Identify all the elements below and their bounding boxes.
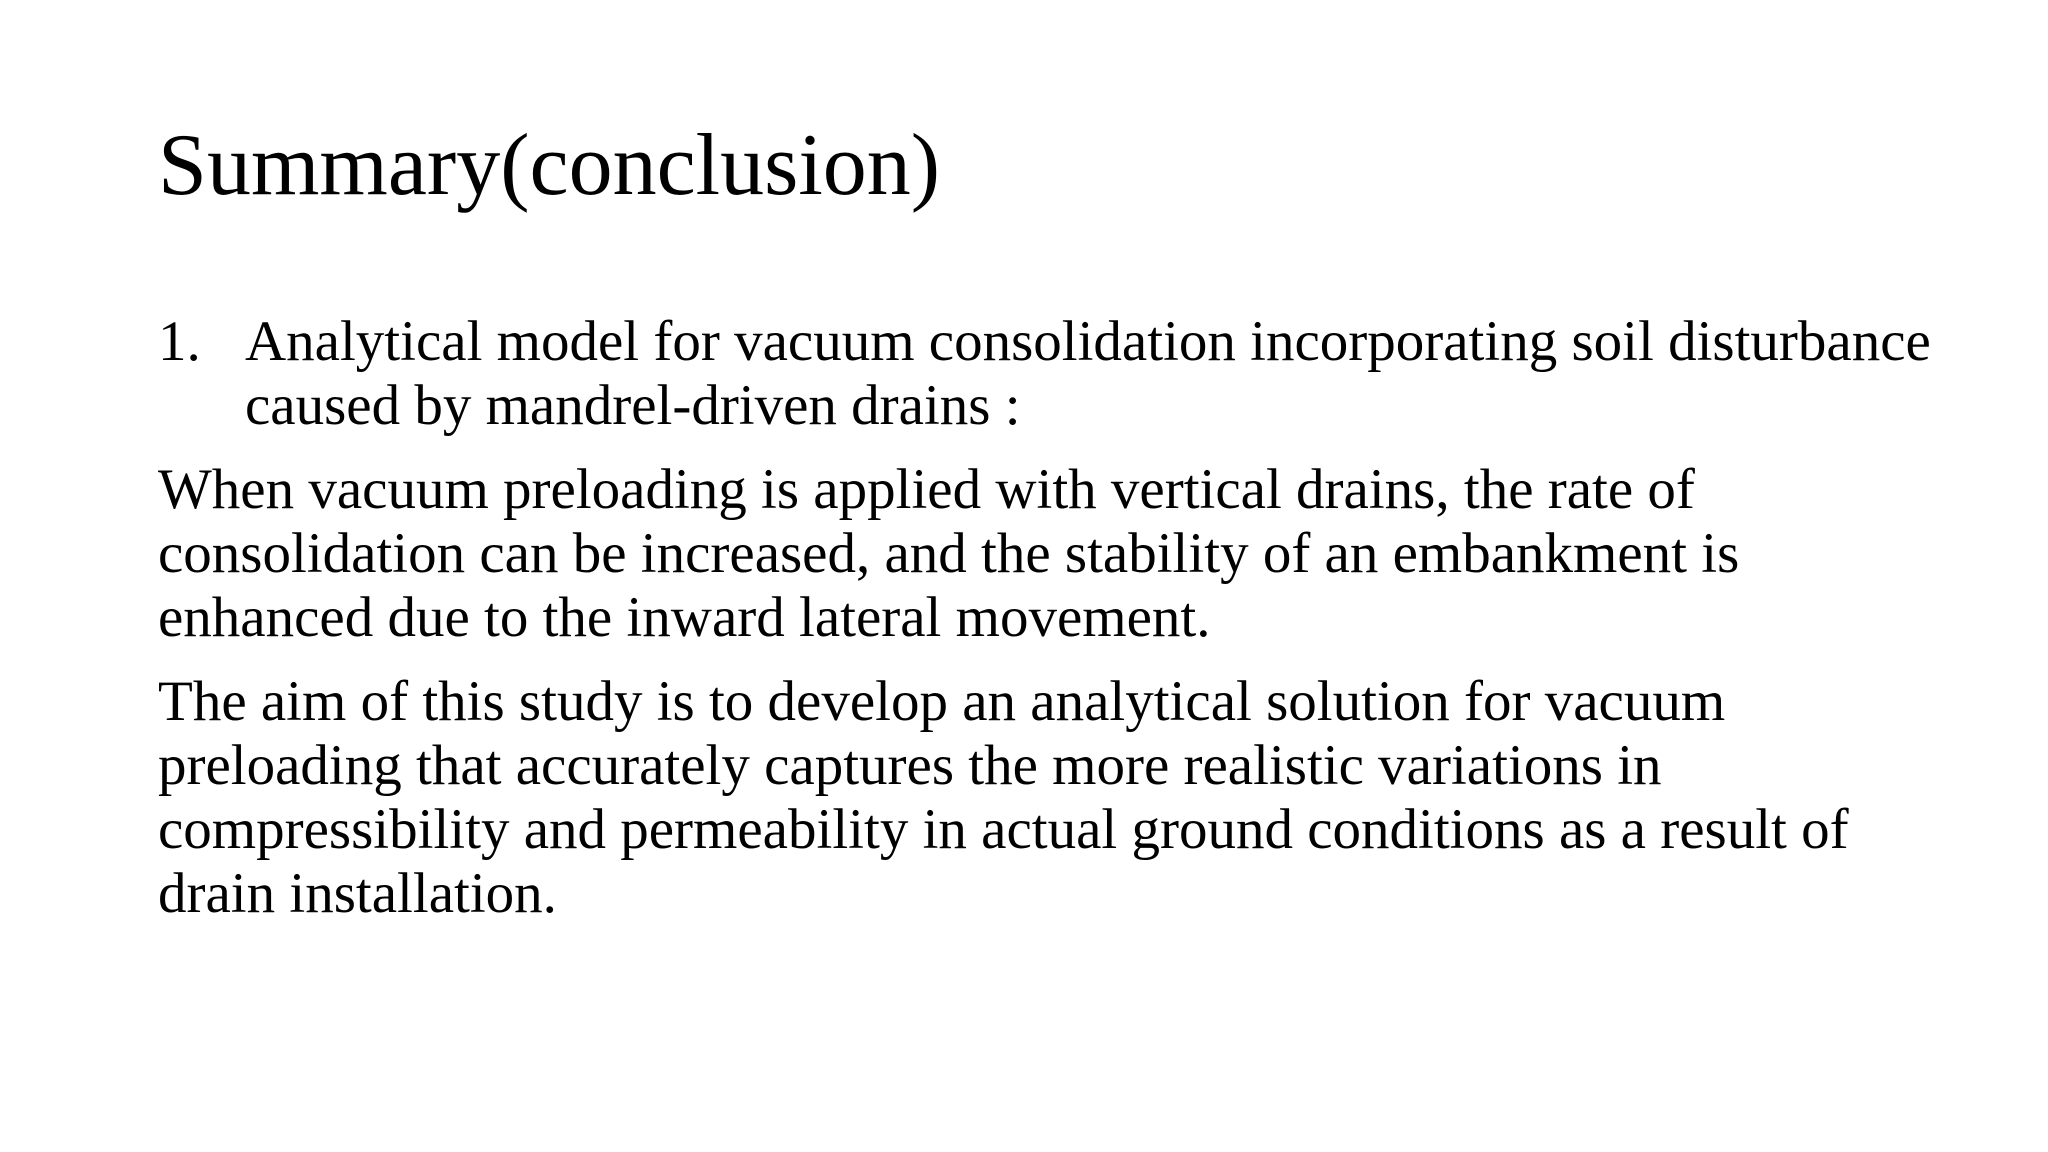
slide-title: Summary(conclusion) bbox=[158, 117, 941, 214]
numbered-list-item bbox=[158, 310, 1948, 438]
paragraph-vacuum-preloading: When vacuum preloading is applied with vertical drains, the rate of consolidation can be increased, and the stability of an embankment is enhanced due to the inward lateral movement. bbox=[158, 458, 1740, 649]
slide-body bbox=[158, 310, 1948, 946]
paragraph-study-aim: The aim of this study is to develop an analytical solution for vacuum preloading that accurately captures the more realistic variations in compressibility and permeability in actual ground conditions as a result of drain installation. bbox=[158, 670, 1849, 925]
list-item-text: Analytical model for vacuum consolidation incorporating soil disturbance caused by mandrel-driven drains : bbox=[245, 310, 1931, 437]
list-number: 1. bbox=[158, 310, 201, 373]
